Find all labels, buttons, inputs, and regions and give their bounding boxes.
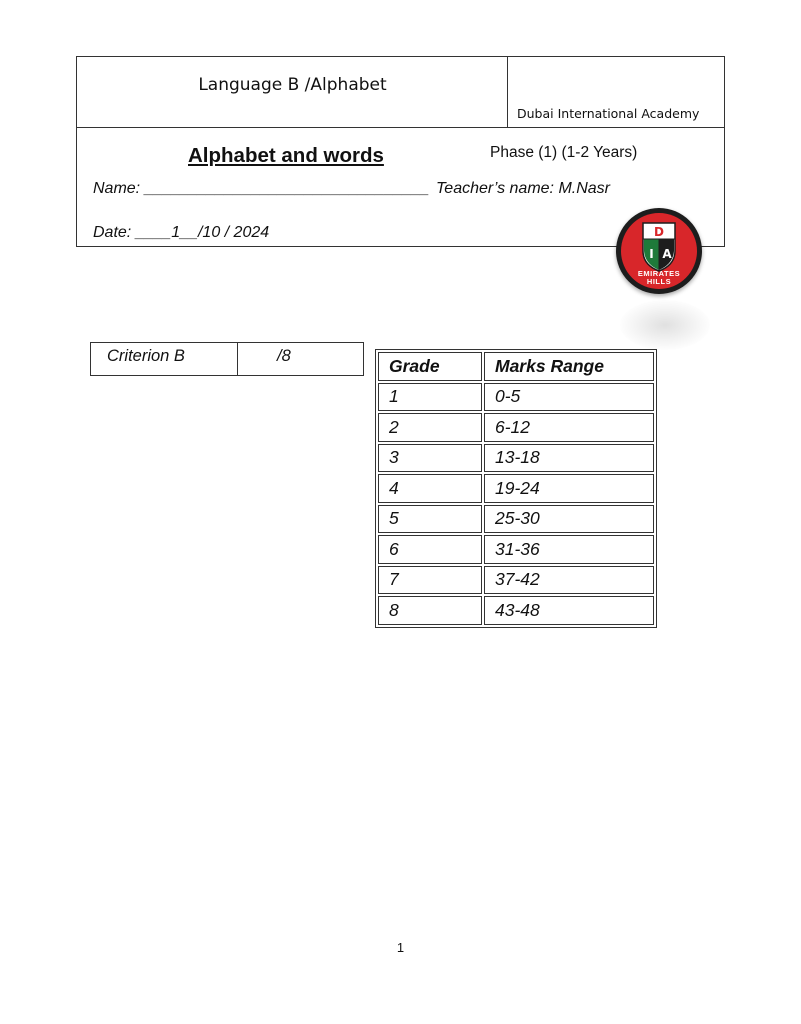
marks-range-cell: 19-24 xyxy=(484,474,654,503)
criterion-divider xyxy=(237,343,238,375)
marks-range-cell: 43-48 xyxy=(484,596,654,625)
subject-title: Language B /Alphabet xyxy=(198,75,387,95)
logo-line2: HILLS xyxy=(646,277,672,286)
marks-range-column-header: Marks Range xyxy=(484,352,654,381)
logo-shadow xyxy=(620,300,710,350)
criterion-score: /8 xyxy=(277,347,291,365)
logo-letter-i: I xyxy=(649,247,654,261)
grade-cell: 2 xyxy=(378,413,482,442)
criterion-box xyxy=(90,342,364,376)
grade-boundaries-table xyxy=(375,349,657,628)
grade-cell: 3 xyxy=(378,444,482,473)
marks-range-cell: 25-30 xyxy=(484,505,654,534)
table-row xyxy=(378,474,654,503)
table-row xyxy=(378,535,654,564)
worksheet-title: Alphabet and words xyxy=(188,144,384,167)
logo-line1: EMIRATES xyxy=(637,269,681,278)
marks-range-cell: 13-18 xyxy=(484,444,654,473)
table-row xyxy=(378,505,654,534)
marks-range-cell: 0-5 xyxy=(484,383,654,412)
grade-cell: 5 xyxy=(378,505,482,534)
table-header-row xyxy=(378,352,654,381)
grade-cell: 8 xyxy=(378,596,482,625)
grade-cell: 1 xyxy=(378,383,482,412)
student-name-field: Name: ________________________________ xyxy=(93,180,430,197)
marks-range-cell: 37-42 xyxy=(484,566,654,595)
phase-label xyxy=(490,144,648,162)
subject-cell xyxy=(77,57,508,127)
logo-letter-d: D xyxy=(654,225,664,239)
header-divider xyxy=(77,127,724,128)
page-number: 1 xyxy=(396,940,405,955)
grade-cell: 4 xyxy=(378,474,482,503)
table-row xyxy=(378,413,654,442)
marks-range-cell: 31-36 xyxy=(484,535,654,564)
school-logo xyxy=(616,208,702,294)
criterion-label: Criterion B xyxy=(107,347,185,365)
phase-text: Phase (1) (1-2 Years) xyxy=(490,144,638,161)
table-row xyxy=(378,444,654,473)
grade-cell: 7 xyxy=(378,566,482,595)
logo-badge xyxy=(621,213,697,289)
teacher-name: Teacher’s name: M.Nasr xyxy=(436,180,610,197)
grade-cell: 6 xyxy=(378,535,482,564)
date-field: Date: ____1__/10 / 2024 xyxy=(93,224,270,241)
grade-column-header: Grade xyxy=(378,352,482,381)
marks-range-cell: 6-12 xyxy=(484,413,654,442)
table-row xyxy=(378,596,654,625)
logo-letter-a: A xyxy=(662,247,672,261)
table-row xyxy=(378,566,654,595)
school-name: Dubai International Academy xyxy=(517,106,700,121)
table-row xyxy=(378,383,654,412)
